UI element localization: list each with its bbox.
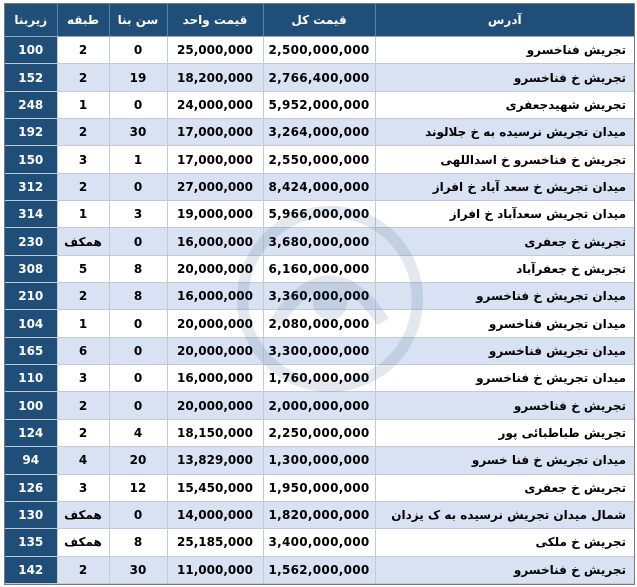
cell-area: 165	[5, 337, 57, 364]
table-row	[5, 529, 634, 556]
cell-address: تجریش شهیدجعفری	[375, 91, 634, 118]
cell-age: 1	[109, 146, 167, 173]
cell-total-price: 8,424,000,000	[263, 173, 375, 200]
cell-area: 94	[5, 447, 57, 474]
cell-floor: 3	[57, 474, 109, 501]
cell-total-price: 2,766,400,000	[263, 64, 375, 91]
cell-address: تجریش خ فناخسرو خ اسداللهی	[375, 146, 634, 173]
cell-unit-price: 27,000,000	[167, 173, 263, 200]
cell-address: میدان تجریش فناخسرو	[375, 310, 634, 337]
cell-floor: 6	[57, 337, 109, 364]
cell-floor: 5	[57, 255, 109, 282]
cell-age: 0	[109, 91, 167, 118]
cell-total-price: 3,680,000,000	[263, 228, 375, 255]
cell-total-price: 1,562,000,000	[263, 556, 375, 583]
cell-area: 104	[5, 310, 57, 337]
cell-area: 135	[5, 529, 57, 556]
cell-unit-price: 17,000,000	[167, 146, 263, 173]
cell-address: تجریش خ ملکی	[375, 529, 634, 556]
price-table	[5, 4, 634, 584]
header-address: آدرس	[375, 4, 634, 37]
cell-floor: 3	[57, 146, 109, 173]
cell-floor: 2	[57, 419, 109, 446]
cell-age: 4	[109, 419, 167, 446]
cell-unit-price: 24,000,000	[167, 91, 263, 118]
cell-floor: 2	[57, 556, 109, 583]
cell-unit-price: 20,000,000	[167, 337, 263, 364]
cell-age: 0	[109, 228, 167, 255]
table-row	[5, 64, 634, 91]
table-header-row	[5, 4, 634, 37]
cell-total-price: 5,966,000,000	[263, 201, 375, 228]
cell-unit-price: 18,200,000	[167, 64, 263, 91]
cell-area: 230	[5, 228, 57, 255]
header-unit-price: قیمت واحد	[167, 4, 263, 37]
cell-floor: 2	[57, 173, 109, 200]
cell-age: 30	[109, 556, 167, 583]
cell-area: 192	[5, 119, 57, 146]
cell-total-price: 3,264,000,000	[263, 119, 375, 146]
cell-address: میدان تجریش فناخسرو	[375, 337, 634, 364]
cell-unit-price: 15,450,000	[167, 474, 263, 501]
cell-address: میدان تجریش نرسیده به خ جلالوند	[375, 119, 634, 146]
cell-floor: همکف	[57, 228, 109, 255]
table-row	[5, 283, 634, 310]
cell-age: 20	[109, 447, 167, 474]
cell-unit-price: 20,000,000	[167, 392, 263, 419]
cell-total-price: 3,360,000,000	[263, 283, 375, 310]
cell-total-price: 1,760,000,000	[263, 365, 375, 392]
cell-floor: 1	[57, 91, 109, 118]
cell-area: 314	[5, 201, 57, 228]
cell-unit-price: 13,829,000	[167, 447, 263, 474]
cell-age: 0	[109, 173, 167, 200]
cell-floor: 2	[57, 37, 109, 64]
cell-area: 210	[5, 283, 57, 310]
table-row	[5, 447, 634, 474]
table-row	[5, 119, 634, 146]
cell-unit-price: 25,000,000	[167, 37, 263, 64]
cell-floor: 2	[57, 392, 109, 419]
cell-unit-price: 16,000,000	[167, 228, 263, 255]
table-row	[5, 365, 634, 392]
cell-total-price: 2,080,000,000	[263, 310, 375, 337]
cell-floor: 2	[57, 283, 109, 310]
cell-area: 248	[5, 91, 57, 118]
cell-address: تجریش طباطبائی پور	[375, 419, 634, 446]
table-row	[5, 501, 634, 528]
cell-address: میدان تجریش خ فناخسرو	[375, 283, 634, 310]
cell-address: میدان تجریش خ سعد آباد خ افراز	[375, 173, 634, 200]
cell-age: 8	[109, 283, 167, 310]
cell-age: 0	[109, 365, 167, 392]
cell-area: 130	[5, 501, 57, 528]
cell-age: 19	[109, 64, 167, 91]
cell-total-price: 1,300,000,000	[263, 447, 375, 474]
table-row	[5, 37, 634, 64]
price-table-frame	[4, 3, 635, 585]
cell-unit-price: 19,000,000	[167, 201, 263, 228]
cell-floor: 1	[57, 201, 109, 228]
table-row	[5, 556, 634, 583]
cell-area: 124	[5, 419, 57, 446]
cell-address: میدان تجریش سعدآباد خ افراز	[375, 201, 634, 228]
table-row	[5, 419, 634, 446]
cell-total-price: 2,000,000,000	[263, 392, 375, 419]
cell-age: 0	[109, 392, 167, 419]
table-row	[5, 392, 634, 419]
cell-floor: همکف	[57, 529, 109, 556]
cell-area: 150	[5, 146, 57, 173]
table-row	[5, 474, 634, 501]
table-body	[5, 37, 634, 584]
cell-floor: همکف	[57, 501, 109, 528]
cell-area: 110	[5, 365, 57, 392]
cell-age: 0	[109, 501, 167, 528]
cell-address: تجریش خ فناخسرو	[375, 392, 634, 419]
cell-area: 152	[5, 64, 57, 91]
cell-total-price: 1,950,000,000	[263, 474, 375, 501]
table-row	[5, 91, 634, 118]
table-row	[5, 146, 634, 173]
cell-floor: 1	[57, 310, 109, 337]
cell-area: 126	[5, 474, 57, 501]
table-row	[5, 337, 634, 364]
header-floor: طبقه	[57, 4, 109, 37]
cell-unit-price: 16,000,000	[167, 365, 263, 392]
cell-address: شمال میدان تجریش نرسیده به ک یزدان	[375, 501, 634, 528]
header-total-price: قیمت کل	[263, 4, 375, 37]
cell-age: 30	[109, 119, 167, 146]
table-row	[5, 201, 634, 228]
cell-unit-price: 14,000,000	[167, 501, 263, 528]
cell-address: تجریش خ فناخسرو	[375, 64, 634, 91]
table-row	[5, 173, 634, 200]
cell-total-price: 2,550,000,000	[263, 146, 375, 173]
cell-floor: 4	[57, 447, 109, 474]
cell-address: تجریش خ جعفری	[375, 474, 634, 501]
cell-address: میدان تجریش خ فنا خسرو	[375, 447, 634, 474]
cell-total-price: 5,952,000,000	[263, 91, 375, 118]
cell-total-price: 3,400,000,000	[263, 529, 375, 556]
cell-total-price: 1,820,000,000	[263, 501, 375, 528]
cell-unit-price: 17,000,000	[167, 119, 263, 146]
cell-total-price: 2,250,000,000	[263, 419, 375, 446]
cell-address: تجریش خ جعفرآباد	[375, 255, 634, 282]
cell-unit-price: 18,150,000	[167, 419, 263, 446]
cell-area: 100	[5, 392, 57, 419]
table-row	[5, 255, 634, 282]
cell-floor: 3	[57, 365, 109, 392]
cell-age: 8	[109, 529, 167, 556]
cell-unit-price: 20,000,000	[167, 310, 263, 337]
table-row	[5, 228, 634, 255]
cell-area: 312	[5, 173, 57, 200]
cell-age: 12	[109, 474, 167, 501]
header-age: سن بنا	[109, 4, 167, 37]
cell-floor: 2	[57, 119, 109, 146]
cell-age: 8	[109, 255, 167, 282]
cell-unit-price: 16,000,000	[167, 283, 263, 310]
cell-address: تجریش خ جعفری	[375, 228, 634, 255]
cell-floor: 2	[57, 64, 109, 91]
cell-age: 0	[109, 37, 167, 64]
cell-unit-price: 25,185,000	[167, 529, 263, 556]
cell-age: 3	[109, 201, 167, 228]
cell-area: 308	[5, 255, 57, 282]
cell-total-price: 3,300,000,000	[263, 337, 375, 364]
cell-area: 100	[5, 37, 57, 64]
cell-total-price: 2,500,000,000	[263, 37, 375, 64]
cell-unit-price: 20,000,000	[167, 255, 263, 282]
cell-age: 0	[109, 310, 167, 337]
table-row	[5, 310, 634, 337]
cell-area: 142	[5, 556, 57, 583]
cell-total-price: 6,160,000,000	[263, 255, 375, 282]
cell-address: تجریش خ فناخسرو	[375, 556, 634, 583]
header-area: زیربنا	[5, 4, 57, 37]
cell-address: میدان تجریش خ فناخسرو	[375, 365, 634, 392]
cell-unit-price: 11,000,000	[167, 556, 263, 583]
cell-address: تجریش فناخسرو	[375, 37, 634, 64]
cell-age: 0	[109, 337, 167, 364]
